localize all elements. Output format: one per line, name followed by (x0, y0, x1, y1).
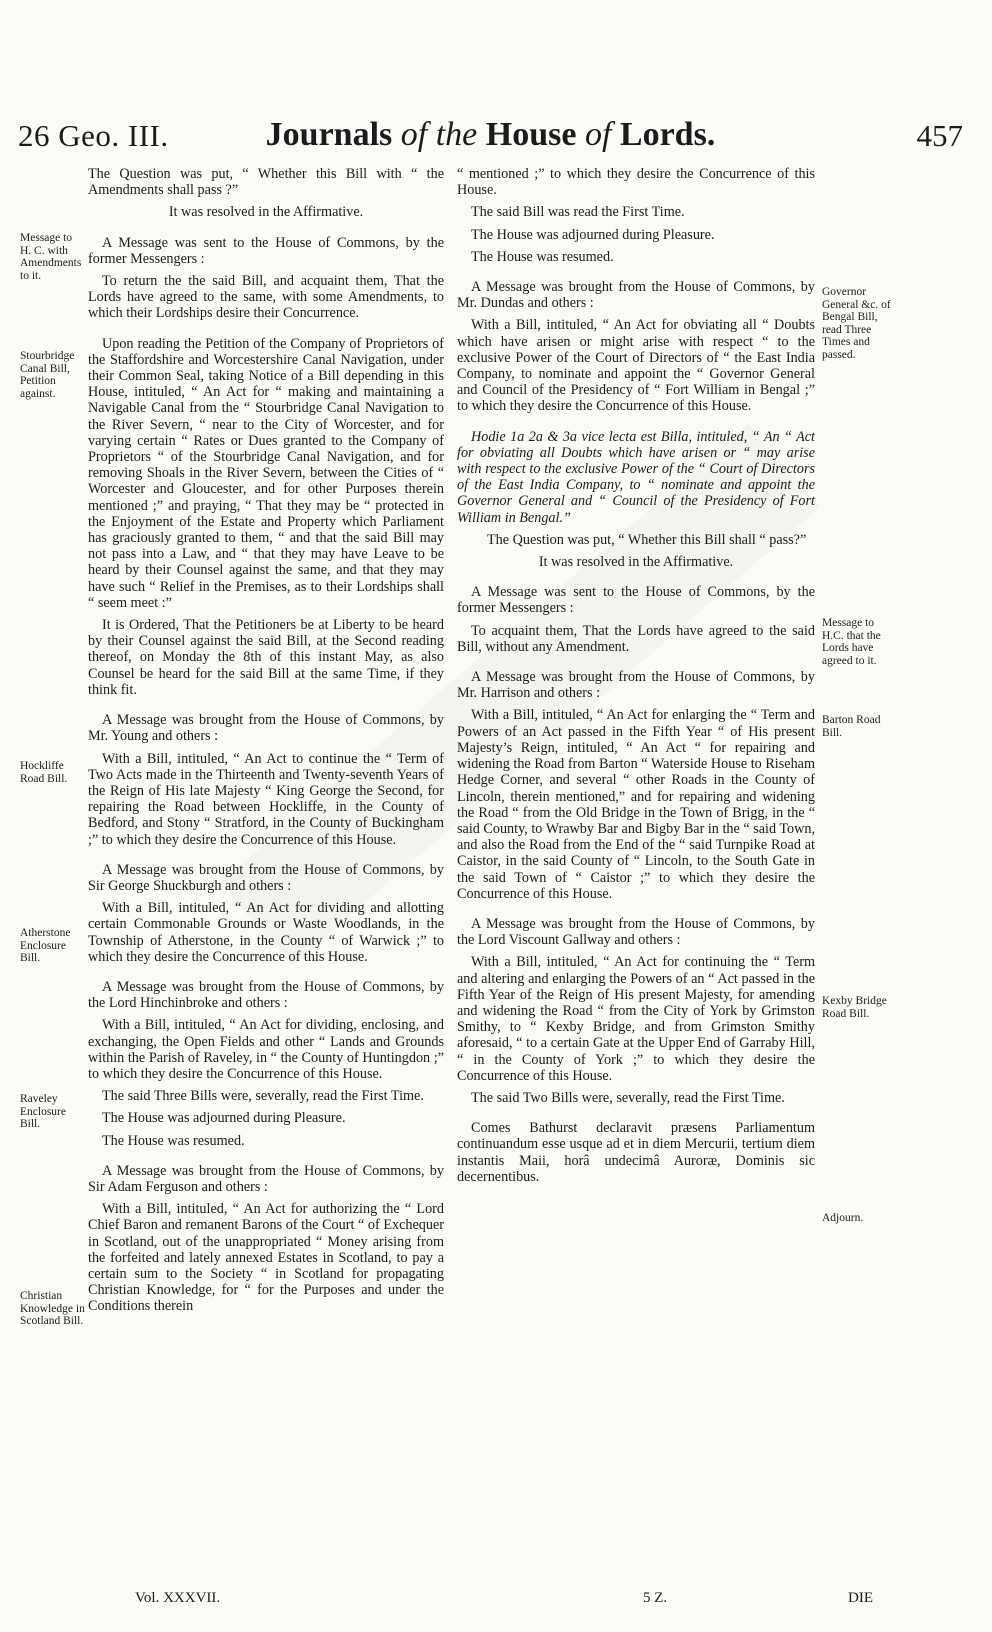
paragraph: To return the the said Bill, and acquaint them, That the Lords have agreed to the same, with some Amendments, to which their Lordships desire their Concurrence. (88, 273, 444, 322)
paragraph: The House was resumed. (471, 248, 614, 265)
paragraph: A Message was brought from the House of Commons, by the Lord Viscount Gallway and others : (457, 915, 815, 949)
margin-note-atherstone: Atherstone Enclosure Bill. (20, 927, 71, 965)
paragraph: The House was adjourned during Pleasure. (471, 226, 715, 243)
paragraph: The Question was put, “ Whether this Bill with “ the Amendments shall pass ?” (88, 166, 444, 199)
title-house: House (485, 116, 577, 153)
paragraph: A Message was sent to the House of Commons, by the former Messengers : (88, 234, 444, 267)
paragraph: A Message was brought from the House of Commons, by Mr. Harrison and others : (457, 669, 815, 702)
paragraph: The House was adjourned during Pleasure. (102, 1110, 346, 1127)
margin-note-barton: Barton Road Bill. (822, 714, 881, 739)
margin-note-lords-agreed: Message to H.C. that the Lords have agreed to it. (822, 617, 881, 667)
right-column (457, 166, 815, 1191)
page-number: 457 (916, 118, 963, 153)
paragraph: The said Bill was read the First Time. (471, 204, 685, 221)
paragraph: A Message was sent to the House of Commons, by the former Messengers : (457, 584, 815, 617)
paragraph: A Message was brought from the House of Commons, by Mr. Young and others : (88, 712, 444, 745)
paragraph: The Question was put, “ Whether this Bill shall “ pass?” (487, 531, 807, 548)
paragraph: It is Ordered, That the Petitioners be at Liberty to be heard by their Counsel against the said Bill, at the Second reading thereof, on Monday the 8th of this instant May, as also Counsel be heard for the said Bill at the same Time, if they think fit. (88, 617, 444, 698)
title-of-the: of the (400, 116, 478, 153)
regnal-year: 26 Geo. III. (18, 118, 169, 153)
margin-note-hockliffe: Hockliffe Road Bill. (20, 760, 68, 785)
signature-mark: 5 Z. (643, 1590, 668, 1606)
margin-note-governor: Governor General &c. of Bengal Bill, read Three Times and passed. (822, 286, 891, 361)
margin-note-adjourn: Adjourn. (822, 1212, 864, 1224)
paragraph: “ mentioned ;” to which they desire the Concurrence of this House. (457, 166, 815, 199)
page-header (18, 110, 963, 162)
paragraph: It was resolved in the Affirmative. (538, 554, 734, 571)
paragraph: Comes Bathurst declaravit præsens Parliamentum continuandum esse usque ad et in diem Mercurii, tertium diem instantis Maii, horâ undecimâ Auroræ, Dominis sic decernentibus. (457, 1120, 815, 1185)
paragraph: A Message was brought from the House of Commons, by Sir Adam Ferguson and others : (88, 1162, 444, 1195)
paragraph: It was resolved in the Affirmative. (168, 204, 364, 221)
catchword: DIE (848, 1590, 873, 1606)
paragraph: Upon reading the Petition of the Company of Proprietors of the Staffordshire and Worcestershire Canal Navigation, under their Common Seal, taking Notice of a Bill depending in this House, intituled, “ An Act for “ making and maintaining a Navigable Canal from the “ Stourbridge Canal Navigation to the River Severn, “ near to the City of Worcester, and for varying certain “ Rates or Dues granted to the Company of Proprietors “ of the Stourbridge Canal Navigation, and for removing Shoals in the River Severn, between the Cities of “ Worcester and Gloucester, and for other Purposes therein mentioned ;” and praying, “ That they may be “ protected in the Enjoyment of the Estate and Property which Parliament has graciously granted to them, “ and that the said Bill may not pass into a Law, and “ that they may have Leave to be heard by their Counsel against the same, and that they may have such “ Relief in the Premises, as to their Lordships shall “ seem meet :” (88, 335, 444, 611)
paragraph: A Message was brought from the House of Commons, by Sir George Shuckburgh and others : (88, 861, 444, 894)
paragraph: With a Bill, intituled, “ An Act for obviating all “ Doubts which have arisen or might arise with respect “ to the exclusive Power of the Court of Directors of “ the East India Company, to nominate and appoint the “ Governor General and Council of the Presidency of “ Fort William in Bengal ;” to which they desire the Concurrence of this House. (457, 317, 815, 415)
paragraph: Hodie 1a 2a & 3a vice lecta est Billa, intituled, “ An “ Act for obviating all Doubts which have arisen or “ may arise with respect to the exclusive Power of the “ Court of Directors of the East India Company, to “ nominate and appoint the Governor General and “ Council of the Presidency of Fort William in Bengal.” (457, 428, 815, 526)
left-column (88, 166, 444, 1321)
margin-note-kexby: Kexby Bridge Road Bill. (822, 995, 887, 1020)
margin-note-stourbridge: Stourbridge Canal Bill, Petition against. (20, 350, 75, 400)
paragraph: With a Bill, intituled, “ An Act for continuing the “ Term and altering and enlarging the Powers of an “ Act passed in the Fifth Year of the Reign of His present Majesty, for amending and widening the Road “ from the City of York by Grimston Smithy, to “ Kexby Bridge, and from Grimston Smithy aforesaid, “ to a certain Gate at the Upper End of Garraby Hill, “ in the County of York ;” to which they desire the Concurrence of this House. (457, 954, 815, 1084)
paragraph: The said Two Bills were, severally, read the First Time. (471, 1089, 785, 1106)
margin-note-christian: Christian Knowledge in Scotland Bill. (20, 1290, 85, 1328)
volume-footer: Vol. XXXVII. (135, 1590, 221, 1606)
paragraph: With a Bill, intituled, “ An Act for dividing and allotting certain Commonable Grounds or Waste Woodlands, in the Township of Atherstone, in the County “ of Warwick ;” to which they desire the Concurrence of this House. (88, 900, 444, 965)
title-of: of (584, 116, 612, 153)
paragraph: With a Bill, intituled, “ An Act for enlarging the “ Term and Powers of an Act passed in the Fifth Year “ of His present Majesty’s Reign, intituled, “ An Act “ for repairing and widening the Road from Barton “ Waterside House to Riseham Hedge Corner, and several “ other Roads in the County of Lincoln, therein mentioned,” and for repairing and widening the Road “ from the Old Bridge in the Town of Brigg, in the “ said County, to Wrawby Bar and Bigby Bar in the “ said Town, and also the Road from the End of the “ said Turnpike Road at Caistor, in the said County of “ Lincoln, to the South Gate in the said Town of “ Caistor ;” to which they desire the Concurrence of this House. (457, 707, 815, 902)
paragraph: A Message was brought from the House of Commons, by Mr. Dundas and others : (457, 279, 815, 312)
paragraph: With a Bill, intituled, “ An Act for authorizing the “ Lord Chief Baron and remanent Barons of the Court “ of Exchequer in Scotland, out of the unappropriated “ Money arising from the forfeited and lately annexed Estates in Scotland, to pay a certain sum to the Society “ in Scotland for propagating Christian Knowledge, for “ for the Purposes and under the Conditions therein (88, 1201, 444, 1315)
title-journals: Journals (265, 116, 393, 153)
paragraph: The said Three Bills were, severally, read the First Time. (102, 1088, 424, 1105)
paragraph: With a Bill, intituled, “ An Act to continue the “ Term of Two Acts made in the Thirteenth and Twenty-seventh Years of the Reign of His late Majesty “ King George the Second, for repairing the Road between Hockliffe, in the County of Bedford, and Stony “ Stratford, in the County of Buckingham ;” to which they desire the Concurrence of this House. (88, 750, 444, 848)
margin-note-message-to-hc: Message to H. C. with Amendments to it. (20, 232, 82, 282)
paragraph: With a Bill, intituled, “ An Act for dividing, enclosing, and exchanging, the Open Fields and other “ Lands and Grounds within the Parish of Raveley, in “ the County of Huntingdon ;” to which they desire the Concurrence of this House. (88, 1017, 444, 1082)
paragraph: The House was resumed. (102, 1132, 245, 1149)
title-lords: Lords. (619, 116, 716, 153)
paragraph: To acquaint them, That the Lords have agreed to the said Bill, without any Amendment. (457, 622, 815, 655)
margin-note-raveley: Raveley Enclosure Bill. (20, 1093, 66, 1131)
running-title (18, 116, 963, 154)
paragraph: A Message was brought from the House of Commons, by the Lord Hinchinbroke and others : (88, 978, 444, 1012)
